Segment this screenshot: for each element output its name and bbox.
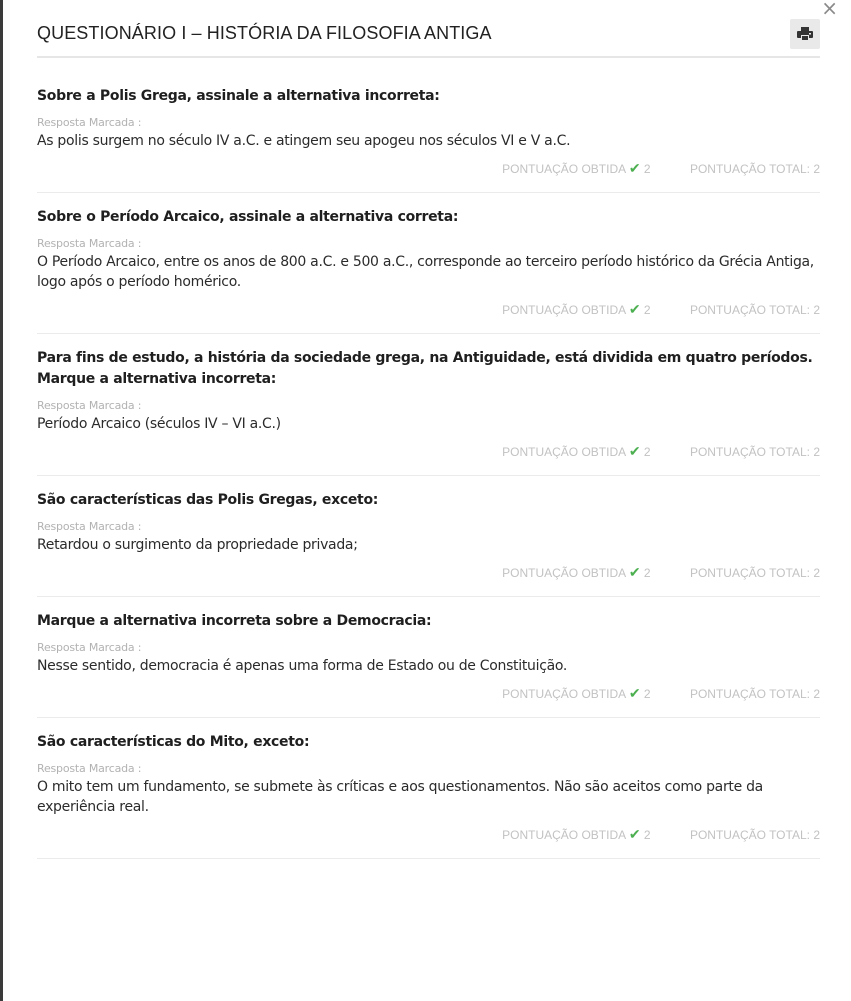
answer-text: Nesse sentido, democracia é apenas uma forma de Estado ou de Constituição. xyxy=(37,658,568,674)
score-row xyxy=(37,300,820,319)
score-obtained-label: PONTUAÇÃO OBTIDA xyxy=(502,828,626,842)
print-button[interactable] xyxy=(790,19,820,49)
score-obtained-label: PONTUAÇÃO OBTIDA xyxy=(502,445,626,459)
answer-label: Resposta Marcada : xyxy=(37,641,142,654)
score-row xyxy=(37,159,820,178)
score-total xyxy=(690,826,820,844)
score-total-value: 2 xyxy=(813,828,820,842)
score-total xyxy=(690,564,820,582)
score-total-label: PONTUAÇÃO TOTAL: xyxy=(689,303,810,317)
score-obtained-label: PONTUAÇÃO OBTIDA xyxy=(502,566,626,580)
score-row xyxy=(37,442,820,461)
score-total-value: 2 xyxy=(813,445,820,459)
answer-label: Resposta Marcada : xyxy=(37,399,142,412)
score-row xyxy=(37,563,820,582)
score-obtained-label: PONTUAÇÃO OBTIDA xyxy=(502,687,626,701)
score-obtained xyxy=(502,825,650,844)
question-text: Marque a alternativa incorreta sobre a Democracia: xyxy=(37,613,432,629)
answer-label: Resposta Marcada : xyxy=(37,116,142,129)
score-total-value: 2 xyxy=(813,687,820,701)
score-total-value: 2 xyxy=(813,566,820,580)
score-total-value: 2 xyxy=(813,303,820,317)
check-icon: ✔ xyxy=(628,564,641,580)
question-text: São características do Mito, exceto: xyxy=(37,734,310,750)
score-total-label: PONTUAÇÃO TOTAL: xyxy=(689,162,810,176)
modal-header xyxy=(37,14,820,58)
score-obtained-label: PONTUAÇÃO OBTIDA xyxy=(502,303,626,317)
score-obtained xyxy=(502,159,650,178)
score-obtained-label: PONTUAÇÃO OBTIDA xyxy=(502,162,626,176)
answer-text: O Período Arcaico, entre os anos de 800 a.C. e 500 a.C., corresponde ao terceiro período histórico da Grécia Antiga, logo após o período homérico. xyxy=(37,254,814,290)
question-item xyxy=(37,86,820,193)
score-total xyxy=(690,443,820,461)
question-text: Para fins de estudo, a história da sociedade grega, na Antiguidade, está dividida em quatro períodos. Marque a alternativa incorreta: xyxy=(37,350,813,387)
score-total xyxy=(690,685,820,703)
page-title: QUESTIONÁRIO I – HISTÓRIA DA FILOSOFIA ANTIGA xyxy=(37,23,492,43)
answer-label: Resposta Marcada : xyxy=(37,237,142,250)
questions-list xyxy=(37,86,820,873)
check-icon: ✔ xyxy=(628,685,641,701)
score-obtained xyxy=(502,563,650,582)
score-total xyxy=(690,301,820,319)
score-obtained-value: 2 xyxy=(643,162,651,176)
question-text: Sobre a Polis Grega, assinale a alternativa incorreta: xyxy=(37,88,440,104)
score-obtained-value: 2 xyxy=(643,445,651,459)
check-icon: ✔ xyxy=(628,443,641,459)
question-item xyxy=(37,348,820,476)
check-icon: ✔ xyxy=(628,826,641,842)
results-modal xyxy=(3,0,851,1001)
score-obtained xyxy=(502,300,650,319)
answer-label: Resposta Marcada : xyxy=(37,520,142,533)
question-item xyxy=(37,732,820,859)
question-item xyxy=(37,490,820,597)
score-total xyxy=(690,160,820,178)
answer-label: Resposta Marcada : xyxy=(37,762,142,775)
close-button[interactable] xyxy=(821,0,838,20)
score-total-label: PONTUAÇÃO TOTAL: xyxy=(689,687,810,701)
answer-text: Período Arcaico (séculos IV – VI a.C.) xyxy=(37,416,281,432)
question-text: Sobre o Período Arcaico, assinale a alternativa correta: xyxy=(37,209,459,225)
score-obtained xyxy=(502,684,650,703)
score-row xyxy=(37,684,820,703)
close-icon: × xyxy=(821,0,838,20)
question-text: São características das Polis Gregas, exceto: xyxy=(37,492,379,508)
score-obtained-value: 2 xyxy=(643,828,651,842)
score-obtained-value: 2 xyxy=(643,303,651,317)
score-obtained xyxy=(502,442,650,461)
score-total-label: PONTUAÇÃO TOTAL: xyxy=(689,445,810,459)
question-item xyxy=(37,611,820,718)
printer-icon xyxy=(797,27,813,41)
score-total-label: PONTUAÇÃO TOTAL: xyxy=(689,828,810,842)
answer-text: Retardou o surgimento da propriedade privada; xyxy=(37,537,358,553)
answer-text: As polis surgem no século IV a.C. e atingem seu apogeu nos séculos VI e V a.C. xyxy=(37,133,571,149)
score-total-value: 2 xyxy=(813,162,820,176)
score-row xyxy=(37,825,820,844)
question-item xyxy=(37,207,820,334)
score-obtained-value: 2 xyxy=(643,687,651,701)
check-icon: ✔ xyxy=(628,301,641,317)
score-obtained-value: 2 xyxy=(643,566,651,580)
answer-text: O mito tem um fundamento, se submete às críticas e aos questionamentos. Não são aceitos como parte da experiência real. xyxy=(37,779,763,815)
check-icon: ✔ xyxy=(628,160,641,176)
score-total-label: PONTUAÇÃO TOTAL: xyxy=(689,566,810,580)
